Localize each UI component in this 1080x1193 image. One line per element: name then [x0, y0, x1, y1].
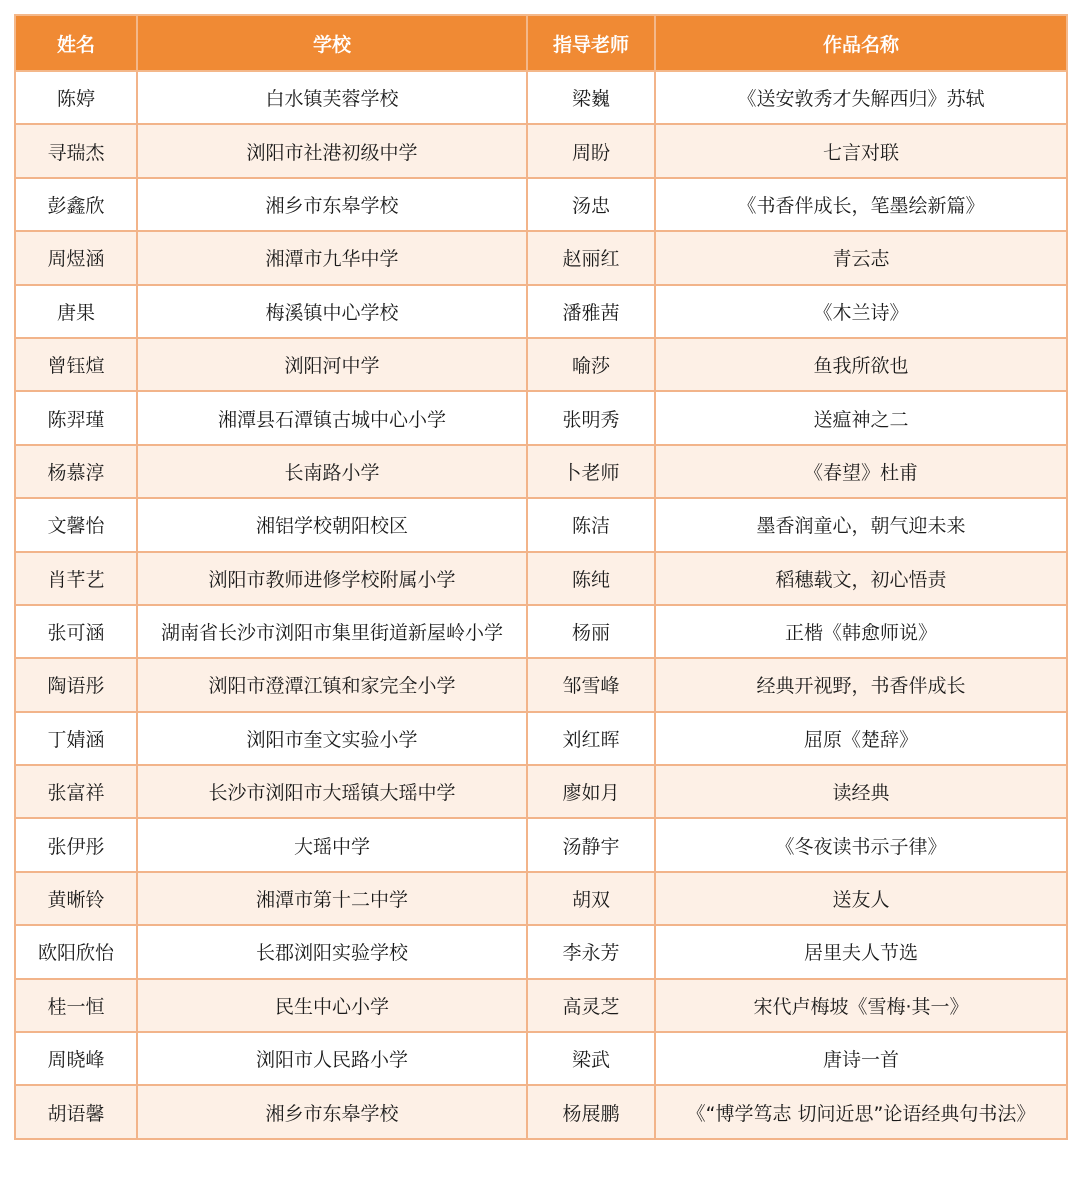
cell-work-title: 唐诗一首: [655, 1032, 1067, 1085]
cell-teacher: 汤忠: [527, 178, 655, 231]
cell-work-title: 墨香润童心，朝气迎未来: [655, 498, 1067, 551]
cell-student-name: 黄晰铃: [15, 872, 137, 925]
table-row: [15, 71, 1067, 124]
cell-work-title: 七言对联: [655, 124, 1067, 177]
cell-school: 白水镇芙蓉学校: [137, 71, 527, 124]
cell-work-title: 稻穗载文，初心悟责: [655, 552, 1067, 605]
table-row: [15, 765, 1067, 818]
cell-teacher: 邹雪峰: [527, 658, 655, 711]
cell-work-title: 读经典: [655, 765, 1067, 818]
cell-student-name: 张伊彤: [15, 818, 137, 871]
cell-student-name: 唐果: [15, 285, 137, 338]
table-row: [15, 872, 1067, 925]
cell-teacher: 张明秀: [527, 391, 655, 444]
cell-teacher: 周盼: [527, 124, 655, 177]
table-row: [15, 818, 1067, 871]
cell-teacher: 高灵芝: [527, 979, 655, 1032]
cell-student-name: 陶语彤: [15, 658, 137, 711]
cell-student-name: 陈婷: [15, 71, 137, 124]
cell-school: 湘潭县石潭镇古城中心小学: [137, 391, 527, 444]
cell-work-title: 青云志: [655, 231, 1067, 284]
table-row: [15, 712, 1067, 765]
cell-student-name: 丁婧涵: [15, 712, 137, 765]
column-header-teacher: 指导老师: [527, 15, 655, 71]
cell-teacher: 杨展鹏: [527, 1085, 655, 1138]
header-row: [15, 15, 1067, 71]
table-row: [15, 338, 1067, 391]
cell-teacher: 刘红晖: [527, 712, 655, 765]
award-list-table: [14, 14, 1068, 1140]
cell-school: 湘铝学校朝阳校区: [137, 498, 527, 551]
cell-teacher: 胡双: [527, 872, 655, 925]
table-row: [15, 1085, 1067, 1138]
table-row: [15, 445, 1067, 498]
cell-work-title: 居里夫人节选: [655, 925, 1067, 978]
cell-student-name: 胡语馨: [15, 1085, 137, 1138]
cell-work-title: 屈原《楚辞》: [655, 712, 1067, 765]
cell-teacher: 潘雅茜: [527, 285, 655, 338]
cell-student-name: 寻瑞杰: [15, 124, 137, 177]
cell-student-name: 桂一恒: [15, 979, 137, 1032]
cell-student-name: 肖芊艺: [15, 552, 137, 605]
cell-school: 浏阳市社港初级中学: [137, 124, 527, 177]
cell-work-title: 《“博学笃志 切问近思”论语经典句书法》: [655, 1085, 1067, 1138]
cell-teacher: 汤静宇: [527, 818, 655, 871]
table-row: [15, 124, 1067, 177]
cell-teacher: 李永芳: [527, 925, 655, 978]
cell-school: 民生中心小学: [137, 979, 527, 1032]
cell-student-name: 张可涵: [15, 605, 137, 658]
cell-work-title: 正楷《韩愈师说》: [655, 605, 1067, 658]
cell-work-title: 鱼我所欲也: [655, 338, 1067, 391]
table-row: [15, 178, 1067, 231]
cell-work-title: 《送安敦秀才失解西归》苏轼: [655, 71, 1067, 124]
cell-work-title: 送瘟神之二: [655, 391, 1067, 444]
cell-work-title: 《书香伴成长，笔墨绘新篇》: [655, 178, 1067, 231]
cell-student-name: 曾钰煊: [15, 338, 137, 391]
column-header-school: 学校: [137, 15, 527, 71]
cell-school: 浏阳市澄潭江镇和家完全小学: [137, 658, 527, 711]
cell-work-title: 送友人: [655, 872, 1067, 925]
cell-student-name: 文馨怡: [15, 498, 137, 551]
cell-student-name: 杨慕淳: [15, 445, 137, 498]
table-row: [15, 1032, 1067, 1085]
cell-work-title: 《木兰诗》: [655, 285, 1067, 338]
table-row: [15, 285, 1067, 338]
table-body: [15, 71, 1067, 1139]
column-header-work: 作品名称: [655, 15, 1067, 71]
cell-school: 浏阳市人民路小学: [137, 1032, 527, 1085]
table-row: [15, 391, 1067, 444]
cell-school: 湘乡市东皋学校: [137, 1085, 527, 1138]
table-row: [15, 925, 1067, 978]
cell-school: 浏阳市奎文实验小学: [137, 712, 527, 765]
cell-work-title: 经典开视野，书香伴成长: [655, 658, 1067, 711]
cell-student-name: 欧阳欣怡: [15, 925, 137, 978]
cell-teacher: 赵丽红: [527, 231, 655, 284]
cell-teacher: 卜老师: [527, 445, 655, 498]
cell-school: 浏阳河中学: [137, 338, 527, 391]
cell-school: 湘乡市东皋学校: [137, 178, 527, 231]
cell-school: 湘潭市九华中学: [137, 231, 527, 284]
cell-student-name: 周煜涵: [15, 231, 137, 284]
table-row: [15, 231, 1067, 284]
cell-school: 梅溪镇中心学校: [137, 285, 527, 338]
cell-teacher: 陈洁: [527, 498, 655, 551]
cell-work-title: 《冬夜读书示子律》: [655, 818, 1067, 871]
cell-student-name: 彭鑫欣: [15, 178, 137, 231]
cell-student-name: 陈羿瑾: [15, 391, 137, 444]
cell-school: 大瑶中学: [137, 818, 527, 871]
cell-teacher: 陈纯: [527, 552, 655, 605]
column-header-name: 姓名: [15, 15, 137, 71]
table-row: [15, 552, 1067, 605]
cell-work-title: 宋代卢梅坡《雪梅·其一》: [655, 979, 1067, 1032]
cell-work-title: 《春望》杜甫: [655, 445, 1067, 498]
cell-teacher: 梁巍: [527, 71, 655, 124]
table-header: [15, 15, 1067, 71]
cell-school: 长沙市浏阳市大瑶镇大瑶中学: [137, 765, 527, 818]
award-list-table-container: [14, 14, 1066, 1140]
table-row: [15, 658, 1067, 711]
cell-teacher: 廖如月: [527, 765, 655, 818]
table-row: [15, 979, 1067, 1032]
cell-school: 湘潭市第十二中学: [137, 872, 527, 925]
cell-student-name: 张富祥: [15, 765, 137, 818]
cell-school: 长郡浏阳实验学校: [137, 925, 527, 978]
cell-teacher: 梁武: [527, 1032, 655, 1085]
cell-school: 浏阳市教师进修学校附属小学: [137, 552, 527, 605]
cell-teacher: 喻莎: [527, 338, 655, 391]
cell-school: 长南路小学: [137, 445, 527, 498]
table-row: [15, 605, 1067, 658]
cell-school: 湖南省长沙市浏阳市集里街道新屋岭小学: [137, 605, 527, 658]
cell-student-name: 周晓峰: [15, 1032, 137, 1085]
table-row: [15, 498, 1067, 551]
cell-teacher: 杨丽: [527, 605, 655, 658]
